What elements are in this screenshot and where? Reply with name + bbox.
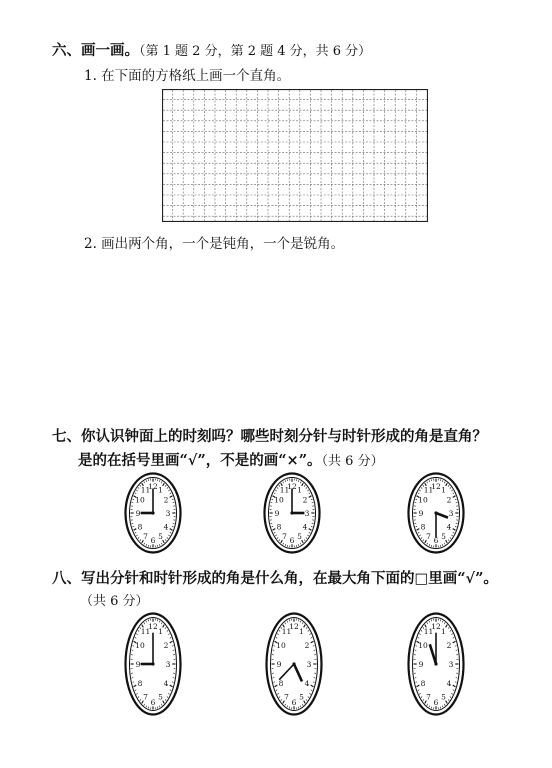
svg-text:10: 10 <box>135 495 145 505</box>
section7-line2-wrap <box>78 449 384 470</box>
svg-text:9: 9 <box>135 659 141 669</box>
svg-text:1: 1 <box>441 626 446 636</box>
svg-text:9: 9 <box>418 508 424 518</box>
section7-points: （共 6 分） <box>321 454 384 469</box>
svg-text:5: 5 <box>297 532 302 542</box>
svg-text:4: 4 <box>302 522 308 532</box>
svg-text:11: 11 <box>279 485 290 495</box>
svg-text:6: 6 <box>150 697 156 707</box>
svg-text:2: 2 <box>302 495 308 505</box>
section8-line1: 八、写出分针和时针形成的角是什么角，在最大角下面的□里画“√”。 <box>52 570 498 587</box>
svg-text:6: 6 <box>150 535 156 545</box>
clock-face <box>407 472 465 554</box>
svg-text:12: 12 <box>148 621 158 631</box>
svg-text:9: 9 <box>274 508 280 518</box>
svg-text:3: 3 <box>448 508 454 518</box>
svg-text:12: 12 <box>148 481 158 491</box>
svg-text:2: 2 <box>163 495 169 505</box>
svg-text:2: 2 <box>304 640 310 650</box>
svg-text:1: 1 <box>297 485 302 495</box>
clock-face <box>124 612 182 716</box>
svg-text:11: 11 <box>140 485 151 495</box>
svg-text:11: 11 <box>281 626 292 636</box>
svg-text:5: 5 <box>299 692 304 702</box>
clock-face <box>265 612 323 716</box>
svg-text:5: 5 <box>441 532 446 542</box>
section7-line2: 是的在括号里画“√”，不是的画“×”。 <box>78 452 322 469</box>
section6-heading: 六、画一画。 <box>52 42 139 59</box>
svg-text:4: 4 <box>446 522 452 532</box>
svg-text:11: 11 <box>423 485 434 495</box>
svg-text:8: 8 <box>420 522 426 532</box>
clock-face <box>263 472 321 554</box>
svg-text:7: 7 <box>143 692 148 702</box>
svg-text:5: 5 <box>158 532 163 542</box>
section6-title <box>52 39 371 60</box>
svg-text:12: 12 <box>431 481 441 491</box>
svg-text:2: 2 <box>446 640 452 650</box>
section7-line1: 七、你认识钟面上的时刻吗？哪些时刻分针与时针形成的角是直角？ <box>52 428 487 445</box>
svg-text:3: 3 <box>306 659 312 669</box>
svg-text:10: 10 <box>276 640 286 650</box>
svg-text:7: 7 <box>426 532 431 542</box>
svg-text:3: 3 <box>165 659 171 669</box>
svg-text:9: 9 <box>135 508 141 518</box>
svg-text:10: 10 <box>418 640 428 650</box>
svg-text:7: 7 <box>282 532 287 542</box>
svg-text:9: 9 <box>418 659 424 669</box>
clock-face <box>407 612 465 716</box>
svg-text:4: 4 <box>163 678 169 688</box>
svg-text:4: 4 <box>163 522 169 532</box>
svg-text:12: 12 <box>431 621 441 631</box>
clock-face <box>124 472 182 554</box>
svg-text:10: 10 <box>135 640 145 650</box>
section6-q1: 1. 在下面的方格纸上画一个直角。 <box>84 68 291 84</box>
svg-text:5: 5 <box>441 692 446 702</box>
svg-text:4: 4 <box>446 678 452 688</box>
svg-text:12: 12 <box>287 481 297 491</box>
svg-text:7: 7 <box>284 692 289 702</box>
svg-text:1: 1 <box>441 485 446 495</box>
svg-text:10: 10 <box>274 495 284 505</box>
svg-text:2: 2 <box>163 640 169 650</box>
svg-text:7: 7 <box>143 532 148 542</box>
svg-text:9: 9 <box>276 659 282 669</box>
svg-text:1: 1 <box>299 626 304 636</box>
svg-text:6: 6 <box>291 697 297 707</box>
svg-text:2: 2 <box>446 495 452 505</box>
svg-text:6: 6 <box>433 697 439 707</box>
svg-text:1: 1 <box>158 485 163 495</box>
svg-text:3: 3 <box>304 508 310 518</box>
svg-text:4: 4 <box>304 678 310 688</box>
svg-text:6: 6 <box>289 535 295 545</box>
svg-text:3: 3 <box>448 659 454 669</box>
svg-text:8: 8 <box>420 678 426 688</box>
svg-text:1: 1 <box>158 626 163 636</box>
svg-text:12: 12 <box>289 621 299 631</box>
section6-points: （第 1 题 2 分，第 2 题 4 分，共 6 分） <box>139 44 372 59</box>
svg-text:8: 8 <box>137 522 143 532</box>
svg-text:8: 8 <box>137 678 143 688</box>
svg-text:6: 6 <box>433 535 439 545</box>
svg-text:3: 3 <box>165 508 171 518</box>
svg-text:5: 5 <box>158 692 163 702</box>
svg-text:10: 10 <box>418 495 428 505</box>
svg-text:11: 11 <box>423 626 434 636</box>
svg-text:7: 7 <box>426 692 431 702</box>
section8-points: （共 6 分） <box>80 594 149 609</box>
grid-paper[interactable] <box>162 89 428 222</box>
section6-q2: 2. 画出两个角，一个是钝角，一个是锐角。 <box>84 236 345 252</box>
svg-text:8: 8 <box>278 678 284 688</box>
svg-text:8: 8 <box>276 522 282 532</box>
svg-text:11: 11 <box>140 626 151 636</box>
